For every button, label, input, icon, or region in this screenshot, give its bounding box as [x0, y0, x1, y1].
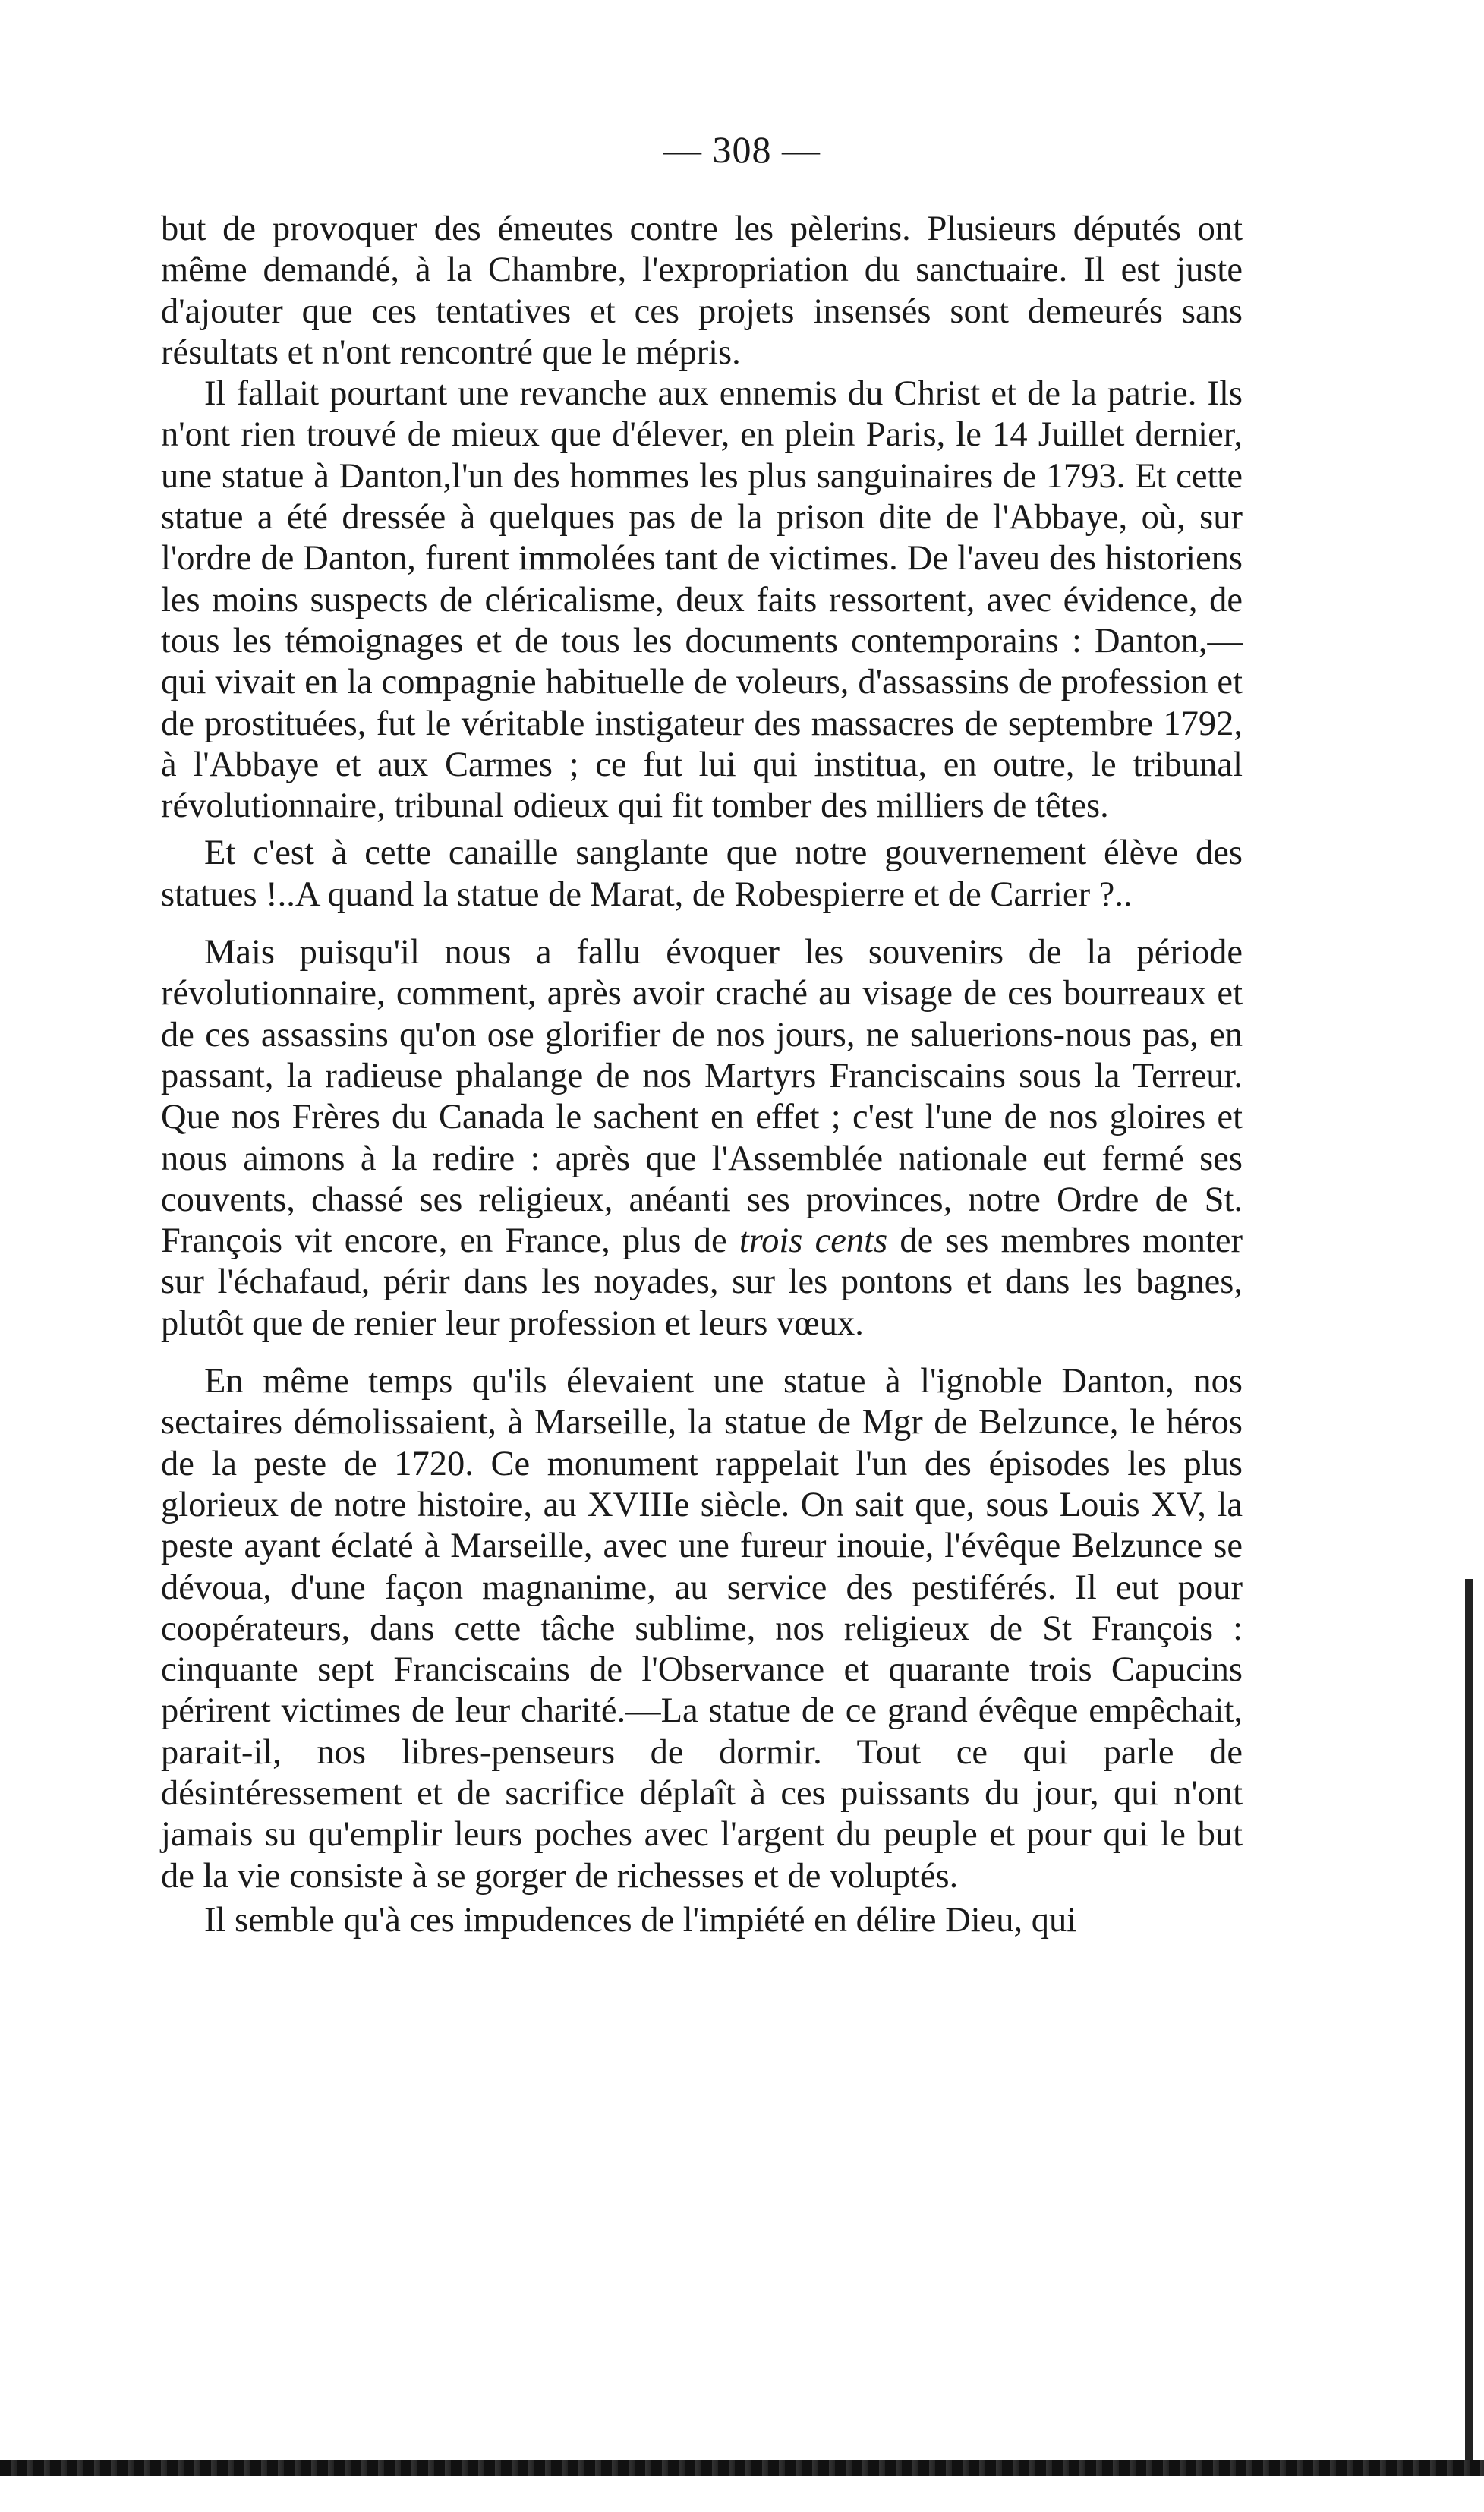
emphasis-trois-cents: trois cents: [739, 1221, 888, 1261]
page-edge-rule-right: [1465, 1579, 1473, 2467]
paragraph-3: Et c'est à cette canaille sanglante que notre gouvernement élève des statues !..A quand la statue de Marat, de Robespierre et de Carrier ?..: [161, 834, 1243, 914]
page-number: — 308 —: [663, 128, 821, 171]
paragraph-1: but de provoquer des émeutes contre les pèlerins. Plusieurs députés ont même demandé, à la Chambre, l'expropriation du sanctuaire. Il est juste d'ajouter que ces tentatives et ces projets insensés sont demeurés sans résultats et n'ont rencontré que le mépris.: [161, 210, 1243, 372]
page-edge-rule-bottom: [0, 2460, 1484, 2476]
paragraph-4-start: Mais puisqu'il nous a fallu évoquer les souvenirs de la période révolutionnaire, comment, après avoir craché au visage de ces bourreaux et de ces assassins qu'on ose glorifier de nos jours, ne saluerions-nous pas, en passant, la radieuse phalange de nos Martyrs Franciscains sous la Terreur. Que nos Frères du Canada le sachent en effet ; c'est l'une de nos gloires et nous aimons à la redire : après que l'Assemblée nationale eut fermé ses couvents, chassé ses religieux, anéanti ses provinces, notre Ordre de St. François vit encore, en France, plus de: [161, 933, 1243, 1261]
paragraph-4: [161, 932, 1243, 1344]
body-text: [161, 209, 1243, 1941]
paragraph-4-end: de ses membres monter sur l'échafaud, périr dans les noyades, sur les pontons et dans les bagnes, plutôt que de renier leur profession et leurs vœux.: [161, 1221, 1243, 1343]
paragraph-5: En même temps qu'ils élevaient une statue à l'ignoble Danton, nos sectaires démolissaient, à Marseille, la statue de Mgr de Belzunce, le héros de la peste de 1720. Ce monument rappelait l'un des épisodes les plus glorieux de notre histoire, au XVIIIe siècle. On sait que, sous Louis XV, la peste ayant éclaté à Marseille, avec une fureur inouie, l'évêque Belzunce se dévoua, d'une façon magnanime, au service des pestiférés. Il eut pour coopérateurs, dans cette tâche sublime, nos religieux de St François : cinquante sept Franciscains de l'Observance et quarante trois Capucins périrent victimes de leur charité.—La statue de ce grand évêque empêchait, parait-il, nos libres-penseurs de dormir. Tout ce qui parle de désintéressement et de sacrifice déplaît à ces puissants du jour, qui n'ont jamais su qu'emplir leurs poches avec l'argent du peuple et pour qui le but de la vie consiste à se gorger de richesses et de voluptés.: [161, 1362, 1243, 1896]
paragraph-2: Il fallait pourtant une revanche aux ennemis du Christ et de la patrie. Ils n'ont rien trouvé de mieux que d'élever, en plein Paris, le 14 Juillet dernier, une statue à Danton,l'un des hommes les plus sanguinaires de 1793. Et cette statue a été dressée à quelques pas de la prison dite de l'Abbaye, où, sur l'ordre de Danton, furent immolées tant de victimes. De l'aveu des historiens les moins suspects de cléricalisme, deux faits ressortent, avec évidence, de tous les témoignages et de tous les documents contemporains : Danton,—qui vivait en la compagnie habituelle de voleurs, d'assassins de profession et de prostituées, fut le véritable instigateur des massacres de septembre 1792, à l'Abbaye et aux Carmes ; ce fut lui qui institua, en outre, le tribunal révolutionnaire, tribunal odieux qui fit tomber des milliers de têtes.: [161, 374, 1243, 826]
paragraph-6: Il semble qu'à ces impudences de l'impiété en délire Dieu, qui: [204, 1900, 1077, 1940]
